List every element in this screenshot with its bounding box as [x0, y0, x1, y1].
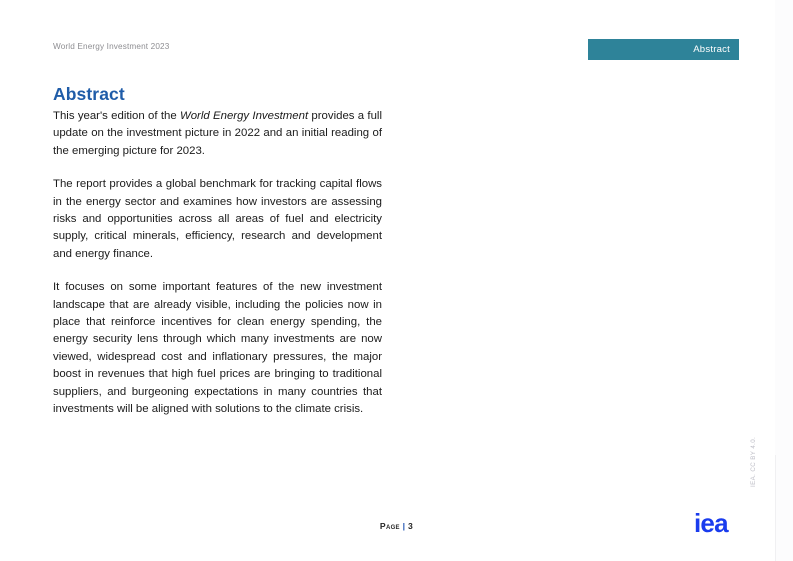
- footer-page-word: Page: [379, 521, 400, 531]
- running-header: World Energy Investment 2023: [53, 42, 170, 51]
- text-run: provides a full update on the investment picture in 2022 and an initial reading of the emerging picture for 2023.: [53, 110, 382, 157]
- paragraph: [53, 176, 382, 263]
- iea-logo: [694, 436, 764, 543]
- italic-title-run: World Energy Investment: [179, 110, 309, 122]
- abstract-body: [53, 108, 382, 419]
- footer-page-number: 3: [407, 521, 414, 531]
- footer-page-indicator: [0, 521, 793, 531]
- paragraph: [53, 279, 382, 418]
- text-run: It focuses on some important features of the new investment landscape that are already visible, including the policies now in place that reinforce incentives for clean energy spending, the energy security lens through which many investments are now viewed, widespread cost and inflationary pressures, the major boost in revenues that high fuel prices are bringing to traditional suppliers, and burgeoning expectations in many countries that investments will be aligned with solutions to the climate crisis.: [53, 281, 382, 416]
- license-credit-text: IEA. CC BY 4.0.: [750, 436, 757, 487]
- iea-wordmark: iea: [694, 508, 728, 538]
- paragraph: [53, 108, 382, 160]
- section-tab: [588, 39, 739, 60]
- page-right-edge-band: [775, 0, 793, 561]
- text-run: The report provides a global benchmark for tracking capital flows in the energy sector and examines how investors are assessing risks and opportunities across all areas of fuel and electricity supply, critical minerals, efficiency, research and development and energy finance.: [53, 178, 382, 260]
- text-run: This year's edition of the: [53, 110, 180, 122]
- footer-separator: |: [402, 521, 406, 531]
- page-right-edge-rule: [775, 455, 776, 561]
- section-tab-label: Abstract: [693, 44, 730, 55]
- page-title: Abstract: [53, 83, 125, 104]
